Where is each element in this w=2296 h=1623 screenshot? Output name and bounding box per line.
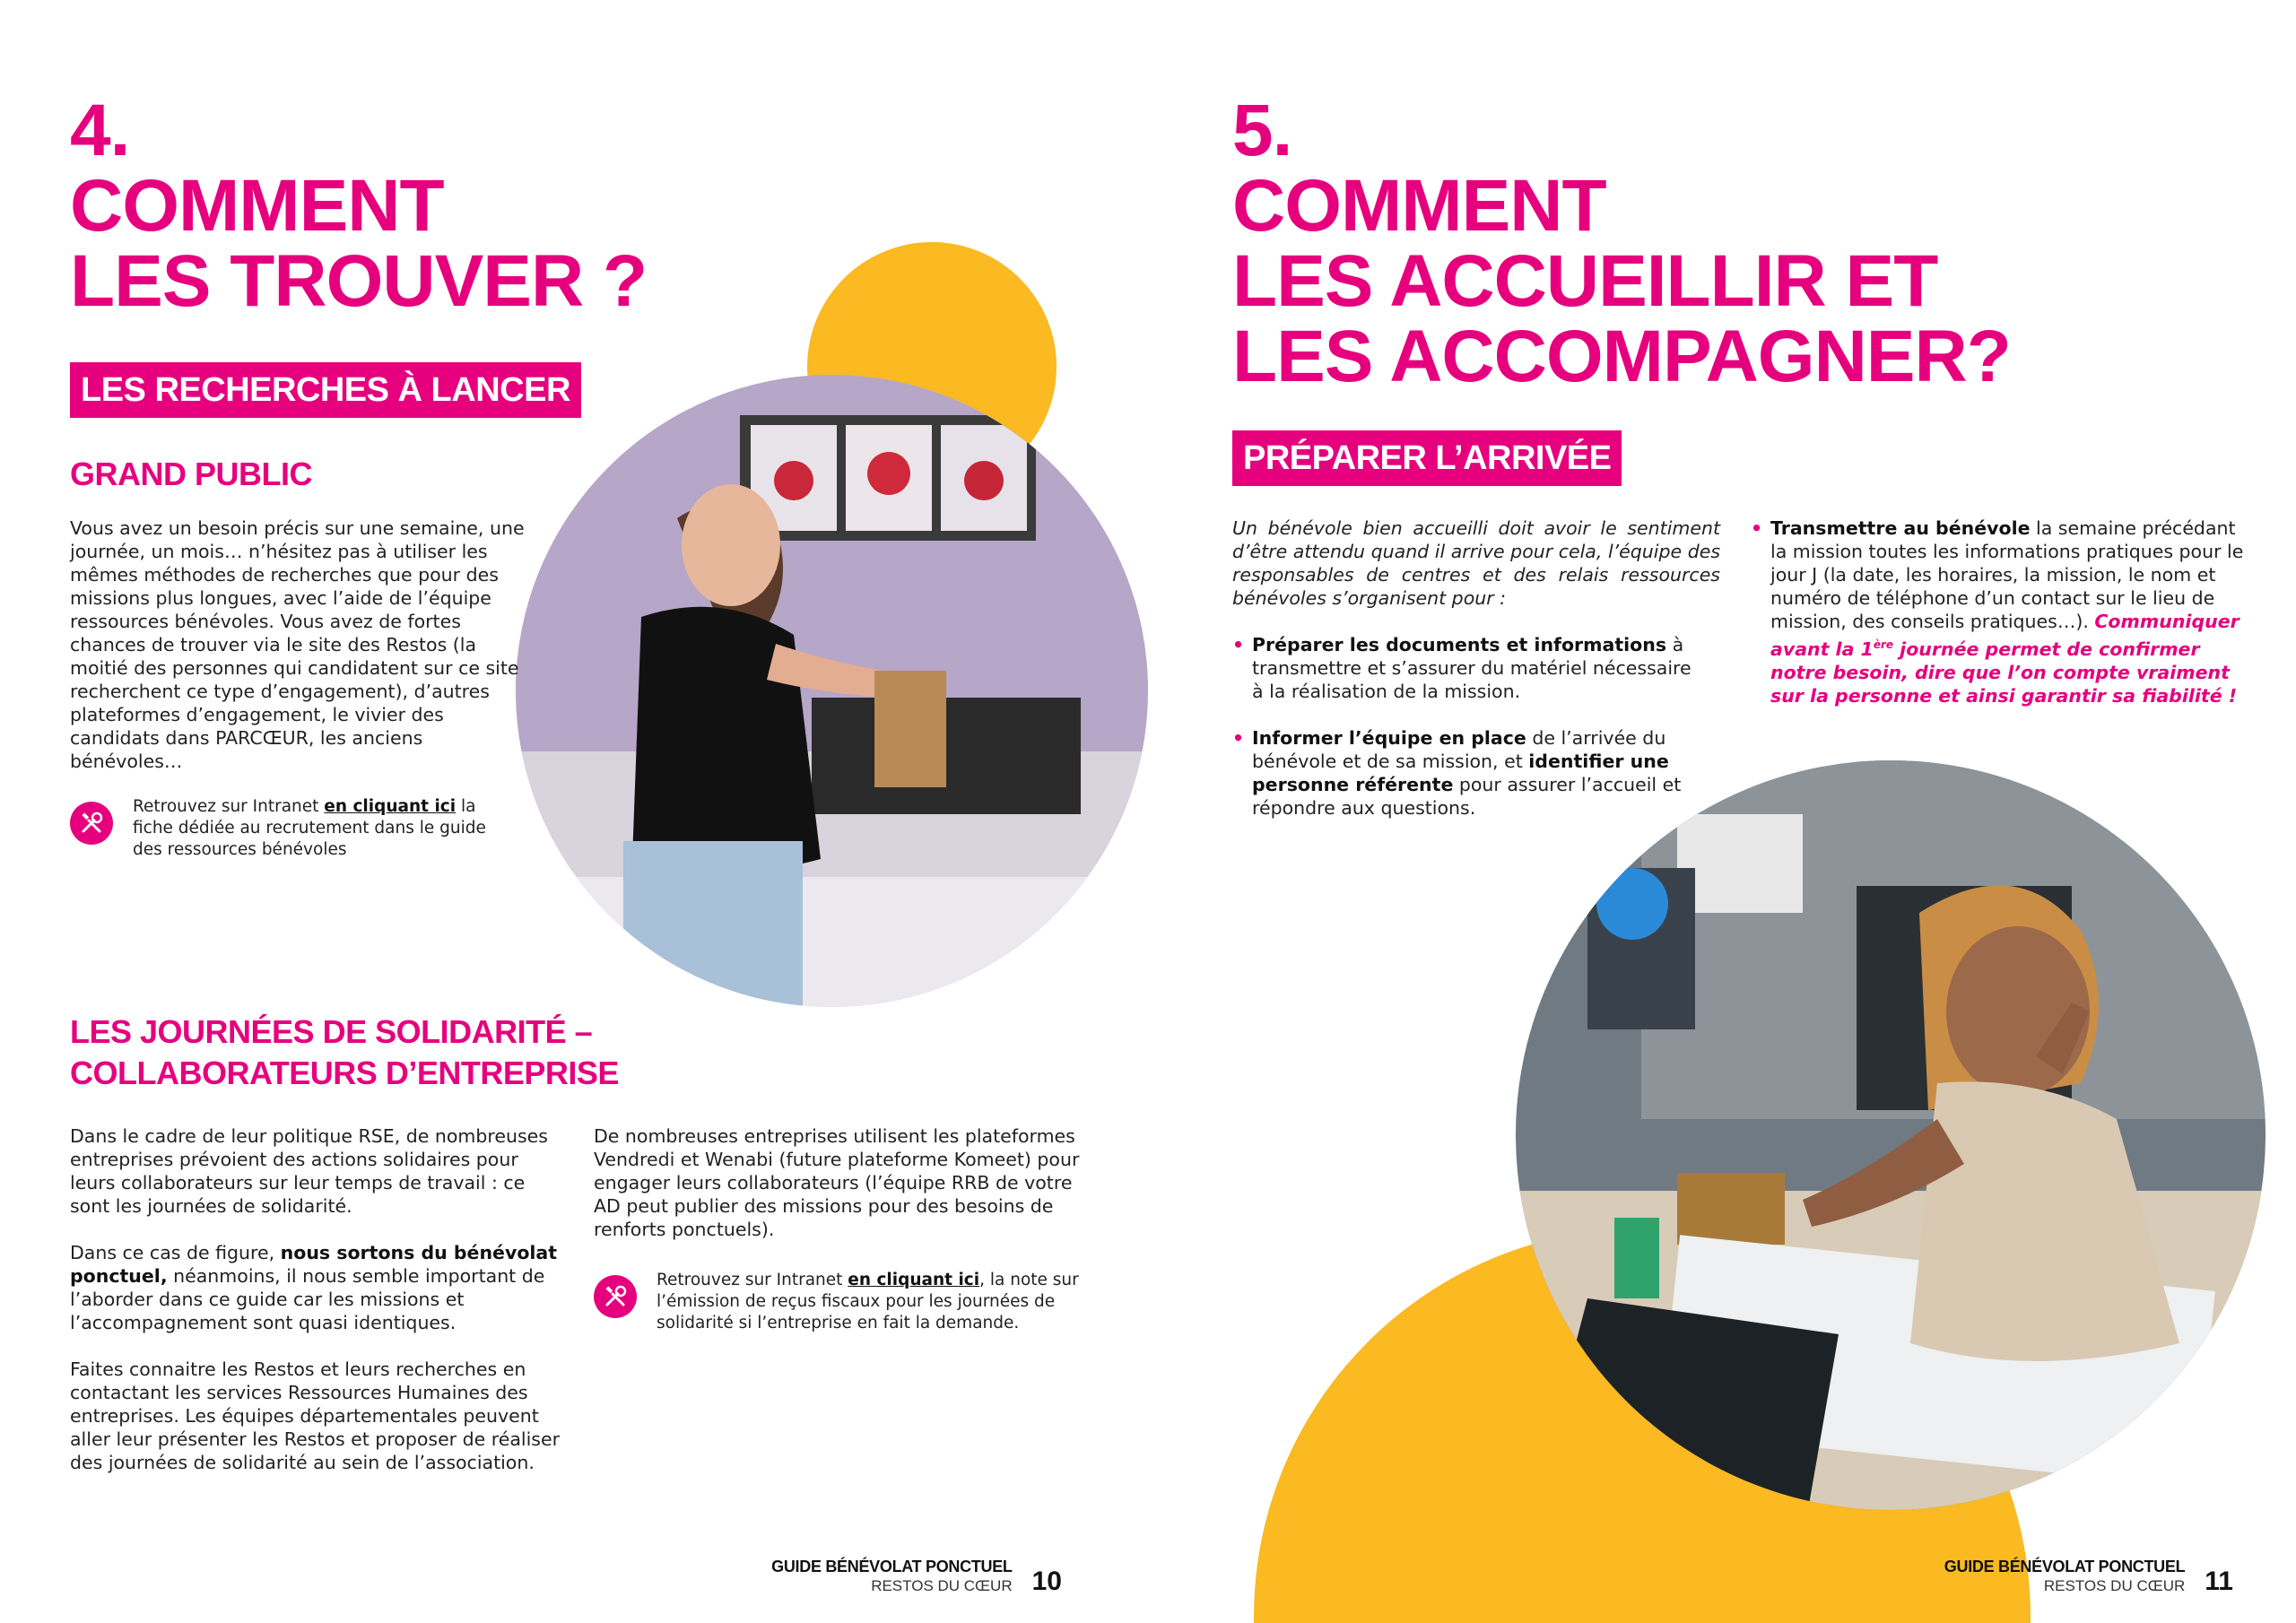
- bullet-preparer: • Préparer les documents et informations à transmettre et s’assurer du matériel nécessaire à la réalisation de la mission.: [1232, 633, 1699, 703]
- intranet-link-recrutement[interactable]: en cliquant ici: [324, 797, 457, 816]
- tag-recherches: LES RECHERCHES À LANCER: [70, 362, 581, 418]
- intranet-note-recus-fiscaux: [594, 1270, 1096, 1334]
- volunteer-photo: [516, 375, 1148, 1007]
- page-number: 10: [1031, 1567, 1062, 1596]
- intranet-note-recrutement: [70, 796, 518, 861]
- page-number: 11: [2205, 1567, 2233, 1596]
- solidarite-column-1: Dans le cadre de leur politique RSE, de nombreuses entreprises prévoient des actions solidaires pour leurs collaborateurs sur leur temps de travail : ce sont les journées de solidarité. Dans ce cas de figure, nous sortons du bénévolat ponctuel, néanmoins, il nous semble important de l’aborder dans ce guide car les missions et l’accompagnement sont quasi identiques. Faites connaitre les Restos et leurs recherches en contactant les services Ressources Humaines des entreprises. Les équipes départementales peuvent aller leur présenter les Restos et proposer de réaliser des journées de solidarité au sein de l’association.: [70, 1125, 561, 1473]
- page-11: [1148, 0, 2296, 1623]
- intro-text: Un bénévole bien accueilli doit avoir le sentiment d’être attendu quand il arrive pour cela, l’équipe des responsables de centres et des relais ressources bénévoles s’organisent pour :: [1232, 517, 1720, 609]
- note-text: Retrouvez sur Intranet en cliquant ici la fiche dédiée au recrutement dans le guide des ressources bénévoles: [133, 797, 486, 859]
- tools-icon: [594, 1275, 637, 1318]
- solidarite-column-2: De nombreuses entreprises utilisent les plateformes Vendredi et Wenabi (future plateforme Komeet) pour engager leurs collaborateurs (l’équipe RRB de votre AD peut publier des missions pour des besoins de renforts ponctuels).: [594, 1125, 1080, 1240]
- tools-icon: [70, 802, 113, 845]
- heading-grand-public: GRAND PUBLIC: [70, 456, 312, 492]
- volunteer-desk-photo: [1516, 760, 2266, 1510]
- tag-preparer-arrivee: PRÉPARER L’ARRIVÉE: [1232, 430, 1622, 486]
- heading-journees-solidarite: LES JOURNÉES DE SOLIDARITÉ – COLLABORATEURS D’ENTREPRISE: [70, 1013, 619, 1091]
- footer-guide-title: GUIDE BÉNÉVOLAT PONCTUEL: [771, 1558, 1013, 1575]
- bullet-informer: • Informer l’équipe en place de l’arrivée du bénévole et de sa mission, et identifier une personne référente pour assurer l’accueil et répondre aux questions.: [1232, 726, 1699, 820]
- grand-public-text: Vous avez un besoin précis sur une semaine, une journée, un mois… n’hésitez pas à utiliser les mêmes méthodes de recherches que pour des missions plus longues, avec l’aide de l’équipe ressources bénévoles. Vous avez de fortes chances de trouver via le site des Restos (la moitié des personnes qui candidatent sur ce site recherchent ce type d’engagement), d’autres plateformes d’engagement, le vivier des candidats dans PARCŒUR, les anciens bénévoles…: [70, 517, 525, 772]
- note-text: Retrouvez sur Intranet en cliquant ici, la note sur l’émission de reçus fiscaux pour les journées de solidarité si l’entreprise en fait la demande.: [657, 1271, 1079, 1332]
- footer-guide-title: GUIDE BÉNÉVOLAT PONCTUEL: [1944, 1558, 2186, 1575]
- bullet-list-left: [1232, 633, 1699, 843]
- intranet-link-recus-fiscaux[interactable]: en cliquant ici: [848, 1271, 980, 1289]
- volunteer-photo-illustration: [516, 375, 1148, 1007]
- footer-left: [771, 1557, 1062, 1596]
- bullet-list-right: [1751, 516, 2249, 731]
- footer-org: RESTOS DU CŒUR: [2043, 1577, 2186, 1594]
- section-title-5: 5. COMMENT LES ACCUEILLIR ET LES ACCOMPAGNER?: [1232, 90, 2011, 397]
- footer-right: [1944, 1557, 2233, 1596]
- bullet-transmettre: • Transmettre au bénévole la semaine précédant la mission toutes les informations pratiques pour le jour J (la date, les horaires, la mission, le nom et numéro de téléphone d’un contact sur le lieu de mission, des conseils pratiques…). Communiquer avant la 1ère journée permet de confirmer notre besoin, dire que l’on compte vraiment sur la personne et ainsi garantir sa fiabilité !: [1751, 516, 2249, 707]
- section-title-4: 4. COMMENT LES TROUVER ?: [70, 90, 648, 322]
- footer-org: RESTOS DU CŒUR: [871, 1577, 1013, 1594]
- volunteer-desk-illustration: [1516, 760, 2266, 1510]
